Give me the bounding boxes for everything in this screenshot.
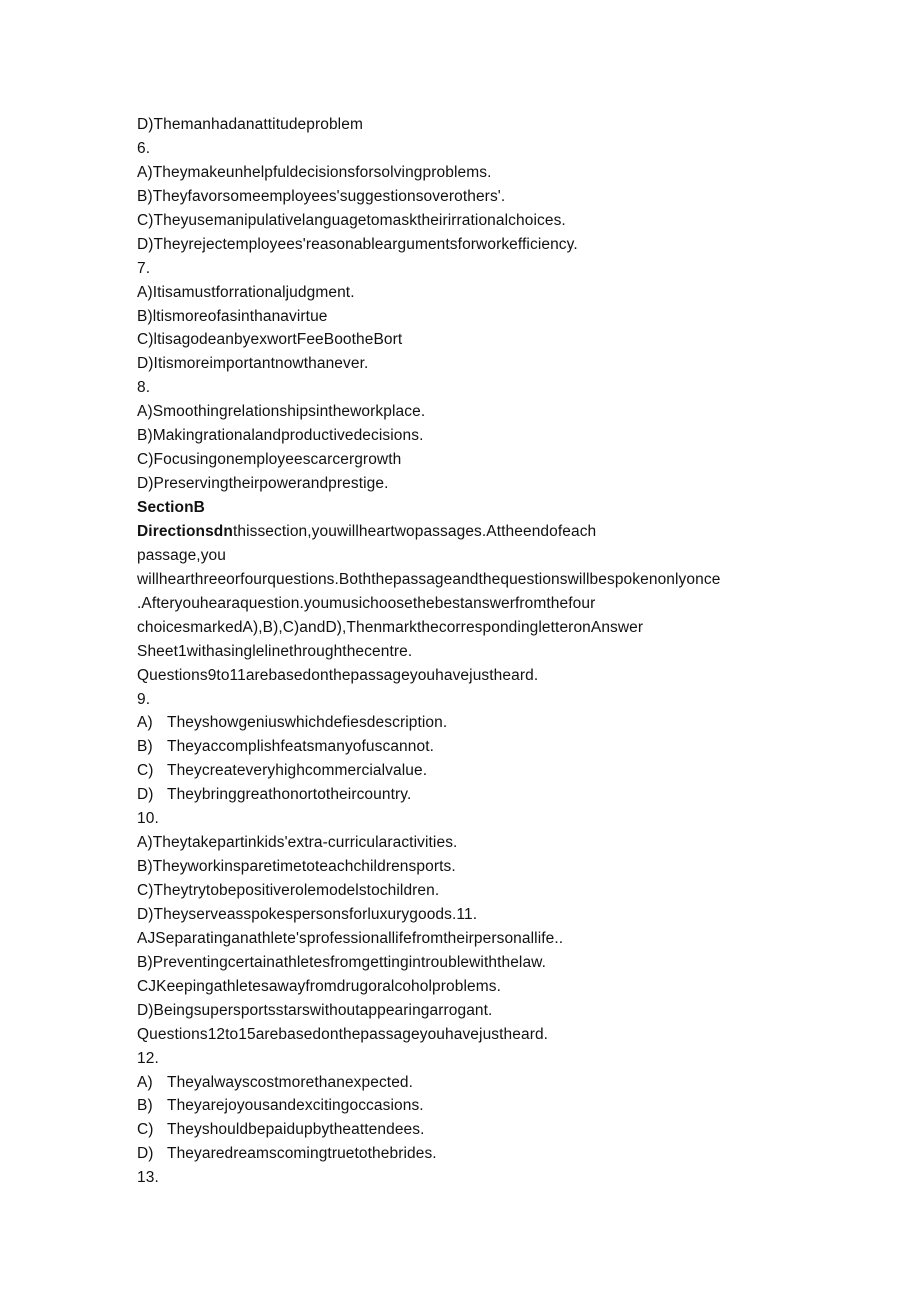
- questions-12-15-intro: Questions12to15arebasedonthepassageyouhavejustheard.: [137, 1025, 549, 1043]
- q10-option-c: C)Theytrytobepositiverolemodelstochildren.: [137, 882, 440, 899]
- option-text: Theybringgreathonortotheircountry.: [167, 786, 412, 804]
- q6-option-d: D)Theyrejectemployees'reasonableargumentsforworkefficiency.: [137, 235, 578, 253]
- q8-option-c: C)Focusingonemployeescarcergrowth: [137, 451, 402, 469]
- q7-option-d: D)Itismoreimportantnowthanever.: [137, 355, 369, 373]
- q12-option-c: [137, 1118, 837, 1142]
- q10-option-a: A)Theytakepartinkids'extra-curricularactivities.: [137, 834, 458, 852]
- section-title: SectionB: [137, 499, 205, 516]
- option-text: Theyalwayscostmorethanexpected.: [167, 1073, 414, 1091]
- q8-option-d: D)Preservingtheirpowerandprestige.: [137, 475, 389, 493]
- document-page: [137, 113, 837, 1190]
- q12-number: 12.: [137, 1049, 159, 1067]
- directions-text-1: thissection,youwillheartwopassages.Attheendofeach: [232, 522, 597, 540]
- directions-label: Directionsdn: [137, 522, 233, 540]
- q9-option-d: [137, 783, 837, 807]
- option-letter: B): [137, 738, 153, 756]
- q6-number: 6.: [137, 139, 151, 157]
- q5-option-d: D)Themanhadanattitudeproblem: [137, 116, 363, 133]
- q9-option-c: [137, 759, 837, 783]
- q7-number: 7.: [137, 259, 151, 277]
- directions-line-1: [137, 520, 837, 544]
- q8-number: 8.: [137, 379, 151, 397]
- q11-option-a: AJSeparatinganathlete'sprofessionallifefromtheirpersonallife..: [137, 929, 564, 947]
- q10-number: 10.: [137, 810, 159, 828]
- option-text: Theyarejoyousandexcitingoccasions.: [167, 1097, 424, 1115]
- option-letter: A): [137, 1073, 153, 1091]
- option-text: Theyshouldbepaidupbytheattendees.: [167, 1121, 425, 1139]
- q9-option-a: [137, 711, 837, 735]
- option-text: Theyshowgeniuswhichdefiesdescription.: [167, 714, 448, 732]
- q8-option-a: A)Smoothingrelationshipsintheworkplace.: [137, 403, 426, 421]
- directions-line-3: willhearthreeorfourquestions.Boththepassageandthequestionswillbespokenonlyonce: [137, 570, 721, 588]
- option-letter: C): [137, 762, 154, 780]
- option-letter: B): [137, 1097, 153, 1115]
- q12-option-a: [137, 1071, 837, 1095]
- q11-option-c: CJKeepingathletesawayfromdrugoralcoholproblems.: [137, 977, 501, 995]
- option-text: Theyaccomplishfeatsmanyofuscannot.: [167, 738, 435, 756]
- q10-option-d: D)Theyserveasspokespersonsforluxurygoods.11.: [137, 905, 478, 923]
- q11-option-d: D)Beingsupersportsstarswithoutappearingarrogant.: [137, 1001, 493, 1019]
- q7-option-b: B)ltismoreofasinthanavirtue: [137, 307, 328, 325]
- q12-option-d: [137, 1142, 837, 1166]
- q9-option-b: [137, 735, 837, 759]
- directions-line-5: choicesmarkedA),B),C)andD),ThenmarkthecorrespondingletteronAnswer: [137, 618, 644, 636]
- q7-option-c: C)ltisagodeanbyexwortFeeBootheBort: [137, 331, 403, 349]
- directions-line-6: Sheet1withasinglelinethroughthecentre.: [137, 642, 413, 660]
- q12-option-b: [137, 1094, 837, 1118]
- directions-line-4: .Afteryouhearaquestion.youmusichoosethebestanswerfromthefour: [137, 594, 596, 612]
- directions-line-2: passage,you: [137, 546, 226, 564]
- q11-option-b: B)Preventingcertainathletesfromgettingintroublewiththelaw.: [137, 953, 547, 971]
- option-text: Theyaredreamscomingtruetothebrides.: [167, 1145, 437, 1163]
- q6-option-b: B)Theyfavorsomeemployees'suggestionsoverothers'.: [137, 187, 506, 205]
- q6-option-a: A)Theymakeunhelpfuldecisionsforsolvingproblems.: [137, 163, 492, 181]
- option-letter: D): [137, 1145, 154, 1163]
- q6-option-c: C)Theyusemanipulativelanguagetomasktheirirrationalchoices.: [137, 211, 566, 229]
- option-text: Theycreateveryhighcommercialvalue.: [167, 762, 428, 780]
- q10-option-b: B)Theyworkinsparetimetoteachchildrensports.: [137, 858, 456, 876]
- q9-number: 9.: [137, 690, 151, 708]
- option-letter: C): [137, 1121, 154, 1139]
- q8-option-b: B)Makingrationalandproductivedecisions.: [137, 427, 424, 445]
- q7-option-a: A)Itisamustforrationaljudgment.: [137, 283, 355, 301]
- q13-number: 13.: [137, 1169, 159, 1187]
- option-letter: A): [137, 714, 153, 732]
- option-letter: D): [137, 786, 154, 804]
- questions-9-11-intro: Questions9to11arebasedonthepassageyouhavejustheard.: [137, 666, 539, 684]
